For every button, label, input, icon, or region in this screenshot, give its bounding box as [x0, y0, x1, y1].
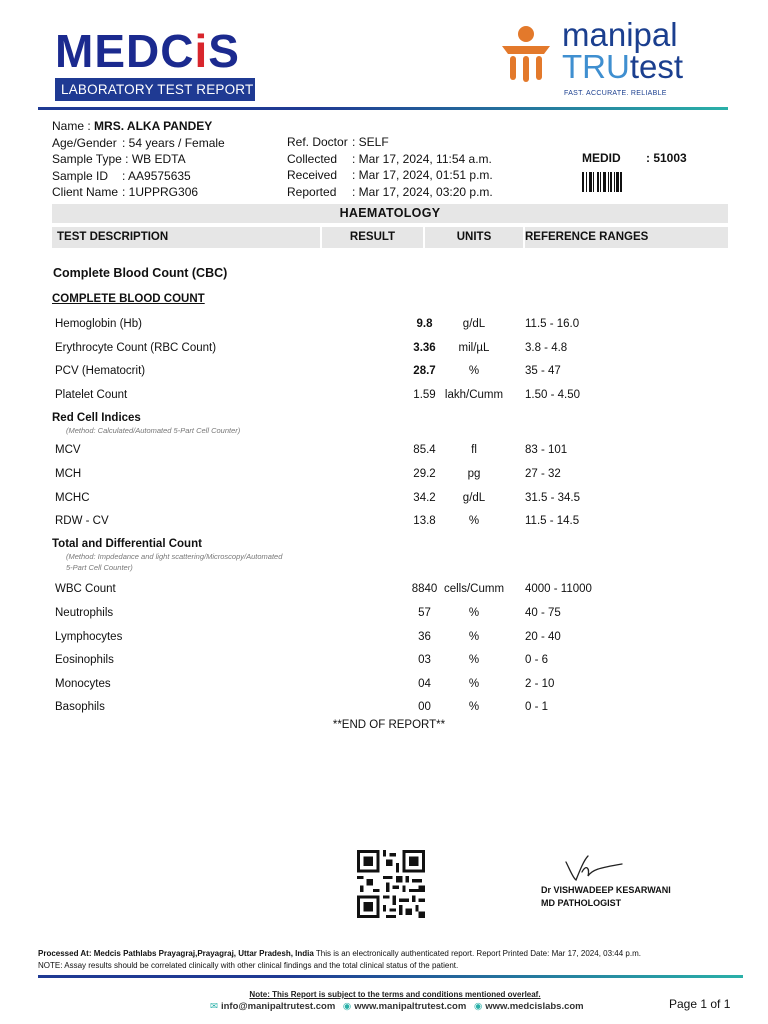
- sample-type-line: [52, 151, 225, 168]
- table-row: [52, 513, 728, 529]
- test-result: 04: [418, 678, 431, 690]
- test-reference: 27 - 32: [525, 468, 561, 480]
- processed-at-line: [38, 949, 641, 958]
- test-name: MCH: [55, 468, 82, 480]
- signature-image: [558, 850, 628, 886]
- table-row: [52, 699, 728, 715]
- test-name: Monocytes: [55, 678, 111, 690]
- test-units: %: [468, 607, 480, 619]
- test-units: g/dL: [462, 492, 486, 504]
- method-note-continued: 5-Part Cell Counter): [66, 563, 133, 572]
- column-header-units: UNITS: [425, 227, 523, 248]
- table-row: [52, 316, 728, 332]
- table-row: [52, 387, 728, 403]
- test-result: 8840: [411, 583, 438, 595]
- table-row: [52, 676, 728, 692]
- medcis-wordmark: MEDCiS: [55, 25, 240, 77]
- globe-icon: ◉: [473, 1001, 483, 1012]
- test-reference: 35 - 47: [525, 365, 561, 377]
- test-units: fl: [471, 444, 477, 456]
- group-title-differential-count: Total and Differential Count: [52, 538, 202, 550]
- end-of-report: **END OF REPORT**: [332, 719, 446, 731]
- patient-name-line: [52, 118, 225, 135]
- sample-id-label: Sample ID: [52, 168, 109, 183]
- test-units: lakh/Cumm: [444, 389, 504, 401]
- test-reference: 11.5 - 14.5: [525, 515, 580, 527]
- footer-contacts: [205, 1001, 584, 1012]
- medid-label: MEDID: [582, 151, 621, 165]
- reported-line: [287, 184, 493, 201]
- method-note: (Method: Impdedance and light scattering/Microscopy/Automated: [66, 552, 283, 561]
- clinical-note: NOTE: Assay results should be correlated clinically with other clinical findings and the total clinical status of the patient.: [38, 961, 459, 970]
- client-value: : 1UPPRG306: [122, 185, 199, 199]
- age-label: Age/Gender: [52, 135, 117, 150]
- processed-at-text: This is an electronically authenticated report. Report Printed Date: Mar 17, 2024, 03:44 p.m.: [313, 949, 641, 958]
- test-units: mil/µL: [458, 342, 490, 354]
- test-name: PCV (Hematocrit): [55, 365, 146, 377]
- collected-label: Collected: [287, 151, 338, 166]
- test-units: %: [468, 678, 480, 690]
- test-result: 36: [418, 631, 431, 643]
- ref-doctor-label: Ref. Doctor: [287, 135, 348, 149]
- manipal-name: manipal: [562, 16, 678, 53]
- trutest-name: TRUtest: [562, 48, 684, 85]
- test-units: pg: [467, 468, 481, 480]
- test-reference: 31.5 - 34.5: [525, 492, 580, 504]
- table-row: [52, 466, 728, 482]
- sample-type-label: Sample Type :: [52, 152, 129, 166]
- group-title-red-cell-indices: Red Cell Indices: [52, 412, 141, 424]
- medid-value: : 51003: [646, 151, 687, 165]
- footer-divider: [38, 975, 743, 978]
- test-result: 1.59: [413, 389, 436, 401]
- test-name: Eosinophils: [55, 654, 114, 666]
- reported-label: Reported: [287, 184, 337, 199]
- table-row: [52, 363, 728, 379]
- test-units: %: [468, 654, 480, 666]
- table-row: [52, 490, 728, 506]
- test-units: g/dL: [462, 318, 486, 330]
- test-result: 34.2: [413, 492, 436, 504]
- client-name-line: [52, 184, 225, 201]
- email-link[interactable]: info@manipaltrutest.com: [220, 1001, 336, 1012]
- table-row: [52, 652, 728, 668]
- medcis-logo: [55, 25, 260, 101]
- test-name: Erythrocyte Count (RBC Count): [55, 342, 217, 354]
- reported-value: : Mar 17, 2024, 03:20 p.m.: [352, 184, 493, 199]
- sample-type-value: WB EDTA: [131, 152, 186, 166]
- column-header-description: TEST DESCRIPTION: [52, 227, 320, 248]
- test-name: MCV: [55, 444, 81, 456]
- report-subtitle: COMPLETE BLOOD COUNT: [52, 293, 205, 305]
- test-result: 00: [418, 701, 431, 713]
- collected-line: [287, 151, 493, 168]
- section-heading: HAEMATOLOGY: [52, 204, 728, 223]
- table-row: [52, 581, 728, 597]
- test-units: %: [468, 365, 480, 377]
- qr-code: [355, 850, 427, 918]
- patient-info-left: [52, 118, 225, 201]
- test-name: MCHC: [55, 492, 90, 504]
- test-name: RDW - CV: [55, 515, 109, 527]
- test-reference: 1.50 - 4.50: [525, 389, 580, 401]
- test-reference: 40 - 75: [525, 607, 561, 619]
- test-result: 9.8: [416, 318, 433, 330]
- ref-doctor-value: : SELF: [352, 135, 389, 149]
- test-result: 03: [418, 654, 431, 666]
- age-gender-value: : 54 years / Female: [122, 135, 225, 150]
- received-value: : Mar 17, 2024, 01:51 p.m.: [352, 168, 493, 182]
- report-title: Complete Blood Count (CBC): [53, 266, 228, 280]
- email-icon: ✉: [210, 1001, 218, 1012]
- received-label: Received: [287, 168, 338, 182]
- test-reference: 0 - 6: [525, 654, 549, 666]
- test-reference: 2 - 10: [525, 678, 555, 690]
- test-reference: 0 - 1: [525, 701, 549, 713]
- sample-id-line: [52, 168, 225, 185]
- test-reference: 83 - 101: [525, 444, 568, 456]
- test-units: %: [468, 631, 480, 643]
- test-result: 13.8: [413, 515, 436, 527]
- patient-info-mid: [287, 134, 493, 200]
- test-units: %: [468, 701, 480, 713]
- table-row: [52, 605, 728, 621]
- header-divider: [38, 107, 728, 110]
- signatory-title: MD PATHOLOGIST: [541, 898, 622, 908]
- test-name: Basophils: [55, 701, 105, 713]
- test-name: WBC Count: [55, 583, 116, 595]
- test-result: 29.2: [413, 468, 436, 480]
- test-reference: 3.8 - 4.8: [525, 342, 568, 354]
- column-header-reference: REFERENCE RANGES: [525, 227, 728, 248]
- test-reference: 20 - 40: [525, 631, 561, 643]
- signatory-name: Dr VISHWADEEP KESARWANI: [541, 885, 671, 895]
- age-gender-line: [52, 135, 225, 152]
- test-name: Hemoglobin (Hb): [55, 318, 142, 330]
- processed-at-label: Processed At: Medcis Pathlabs Prayagraj,Prayagraj, Uttar Pradesh, India: [38, 949, 314, 958]
- received-line: [287, 167, 493, 184]
- table-row: [52, 442, 728, 458]
- test-reference: 4000 - 11000: [525, 583, 592, 595]
- ref-doctor-line: [287, 134, 493, 151]
- terms-disclaimer: Note: This Report is subject to the terms and conditions mentioned overleaf.: [249, 990, 541, 999]
- page-number: Page 1 of 1: [669, 997, 731, 1011]
- test-name: Neutrophils: [55, 607, 114, 619]
- globe-icon: ◉: [342, 1001, 352, 1012]
- test-result: 28.7: [413, 365, 436, 377]
- test-result: 3.36: [413, 342, 436, 354]
- manipal-mark-icon: [500, 24, 552, 84]
- lab-tagline: LABORATORY TEST REPORT: [55, 78, 255, 101]
- test-units: %: [468, 515, 480, 527]
- barcode: [582, 172, 628, 192]
- medid-line: [582, 150, 687, 167]
- method-note: (Method: Calculated/Automated 5-Part Cell Counter): [66, 426, 241, 435]
- test-name: Lymphocytes: [55, 631, 123, 643]
- table-row: [52, 340, 728, 356]
- sample-id-value: : AA9575635: [122, 168, 191, 183]
- test-units: cells/Cumm: [443, 583, 505, 595]
- name-label: Name :: [52, 119, 91, 133]
- website-link-manipal[interactable]: www.manipaltrutest.com: [354, 1001, 467, 1012]
- manipal-trutest-logo: [500, 18, 730, 98]
- test-reference: 11.5 - 16.0: [525, 318, 580, 330]
- partner-tagline: FAST. ACCURATE. RELIABLE: [564, 90, 667, 97]
- test-name: Platelet Count: [55, 389, 128, 401]
- table-row: [52, 629, 728, 645]
- patient-name: MRS. ALKA PANDEY: [94, 119, 213, 133]
- test-result: 57: [418, 607, 431, 619]
- report-header: [0, 0, 768, 110]
- client-label: Client Name: [52, 185, 119, 199]
- website-link-medcis[interactable]: www.medcislabs.com: [485, 1001, 584, 1012]
- collected-value: : Mar 17, 2024, 11:54 a.m.: [352, 151, 492, 166]
- test-result: 85.4: [413, 444, 436, 456]
- column-header-result: RESULT: [322, 227, 423, 248]
